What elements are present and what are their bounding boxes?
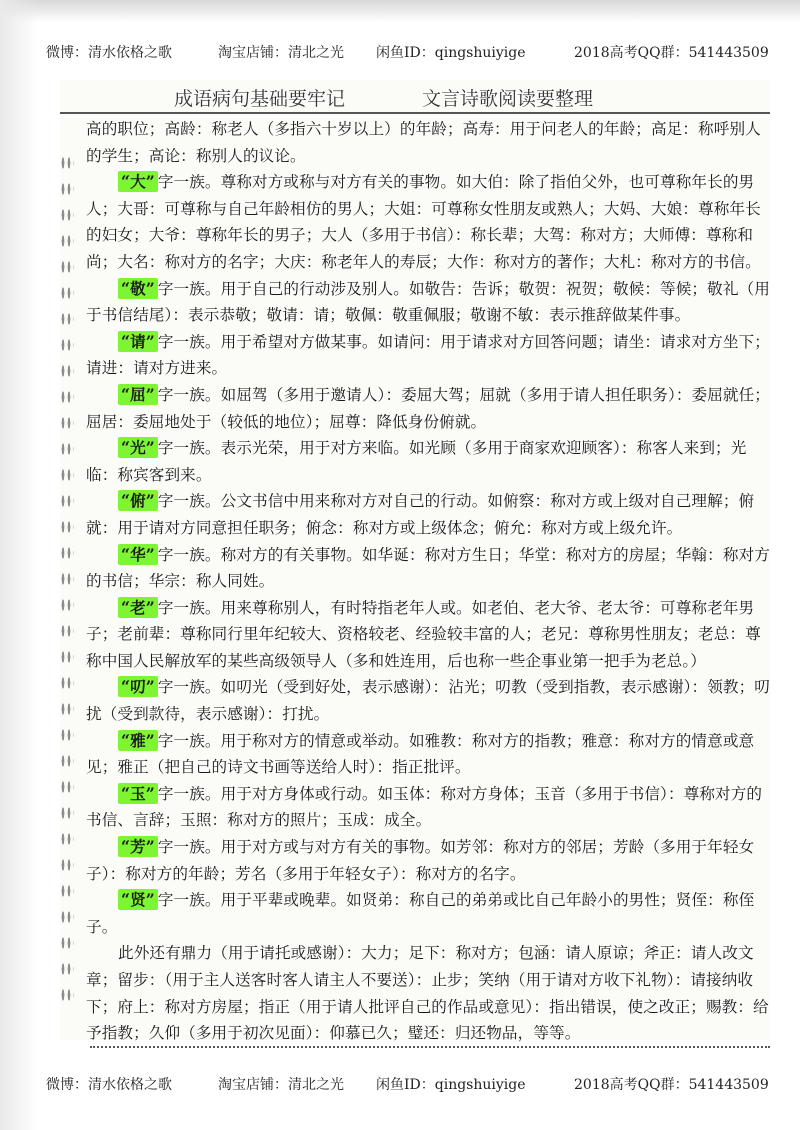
entry-text: 字一族。用于自己的行动涉及别人。如敬告：告诉；敬贺：祝贺；敬候：等候；敬礼（用于书信结尾）：表示恭敬；敬请：请；敬佩：敬重佩服；敬谢不敏：表示推辞做某件事。 bbox=[86, 279, 770, 325]
scan-edge-top bbox=[0, 0, 800, 22]
entry-paragraph bbox=[86, 329, 772, 382]
highlighted-keyword: “叨” bbox=[118, 676, 158, 697]
entry-paragraph bbox=[86, 542, 772, 595]
entry-text: 字一族。用于对方身体或行动。如玉体：称对方身体；玉音（多用于书信）：尊称对方的书信、言辞；玉照：称对方的照片；玉成：成全。 bbox=[86, 784, 763, 830]
document-body bbox=[86, 116, 772, 1047]
entry-paragraph bbox=[86, 382, 772, 435]
qq-group-label: 2018高考QQ群：541443509 bbox=[574, 45, 769, 61]
bottom-watermark-bar bbox=[0, 1066, 800, 1096]
highlighted-keyword: “玉” bbox=[118, 783, 158, 804]
bottom-dotted-rule bbox=[90, 1046, 770, 1048]
highlighted-keyword: “贤” bbox=[118, 889, 158, 910]
taobao-label: 淘宝店铺：清北之光 bbox=[218, 45, 344, 61]
highlighted-keyword: “华” bbox=[118, 544, 158, 565]
entry-paragraph bbox=[86, 276, 772, 329]
entry-paragraph bbox=[86, 834, 772, 887]
entry-paragraph bbox=[86, 728, 772, 781]
entry-text: 字一族。用于希望对方做某事。如请问：用于请求对方回答问题；请坐：请求对方坐下；请进：请对方进来。 bbox=[86, 332, 770, 378]
binding-margin-dots bbox=[60, 150, 74, 1010]
entry-text: 字一族。用于平辈或晚辈。如贤弟：称自己的弟弟或比自己年龄小的男性；贤侄：称侄子。 bbox=[86, 891, 755, 936]
taobao-label: 淘宝店铺：清北之光 bbox=[218, 1077, 344, 1093]
scan-shadow bbox=[0, 0, 38, 1130]
intro-paragraph: 高的职位；高龄：称老人（多指六十岁以上）的年龄；高寿：用于问老人的年龄；高足：称呼别人的学生；高论：称别人的议论。 bbox=[86, 120, 761, 165]
entry-paragraph bbox=[86, 435, 772, 488]
entry-paragraph bbox=[86, 488, 772, 541]
entry-text: 字一族。公文书信中用来称对方对自己的行动。如俯察：称对方或上级对自己理解；俯就：用于请对方同意担任职务；俯念：称对方或上级体念；俯允：称对方或上级允许。 bbox=[86, 492, 755, 537]
entry-paragraph bbox=[86, 169, 772, 275]
entry-text: 字一族。称对方的有关事物。如华诞：称对方生日；华堂：称对方的房屋；华翰：称对方的书信；华宗：称人同姓。 bbox=[86, 545, 770, 591]
closing-paragraph: 此外还有鼎力（用于请托或感谢）：大力；足下：称对方；包涵：请人原谅；斧正：请人改文章；留步：（用于主人送客时客人请主人不要送）：止步；笑纳（用于请对方收下礼物）：请接纳收下；府上：称对方房屋；指正（用于请人批评自己的作品或意见）：指出错误，使之改正；赐教：给予指教；久仰（多用于初次见面）：仰慕已久；璧还：归还物品，等等。 bbox=[86, 944, 769, 1043]
page-header bbox=[60, 80, 770, 114]
entry-text: 字一族。用于对方或与对方有关的事物。如芳邻：称对方的邻居；芳龄（多用于年轻女子）：称对方的年龄；芳名（多用于年轻女子）：称对方的名字。 bbox=[86, 838, 755, 883]
highlighted-keyword: “雅” bbox=[118, 730, 158, 751]
qq-group-label: 2018高考QQ群：541443509 bbox=[574, 1077, 769, 1093]
weibo-label: 微博：清水依格之歌 bbox=[46, 1077, 172, 1093]
header-right-title: 文言诗歌阅读要整理 bbox=[422, 88, 594, 110]
top-watermark-bar bbox=[0, 34, 800, 64]
entry-text: 字一族。用来尊称别人，有时特指老年人或。如老伯、老大爷、老太爷：可尊称老年男子；老前辈：尊称同行里年纪较大、资格较老、经验较丰富的人；老兄：尊称男性朋友；老总：尊称中国人民解放军的某些高级领导人（多和姓连用，后也称一些企事业第一把手为老总。） bbox=[86, 598, 761, 670]
entry-paragraph bbox=[86, 781, 772, 834]
highlighted-keyword: “俯” bbox=[118, 490, 158, 511]
xianyu-label: 闲鱼ID：qingshuiyige bbox=[376, 1077, 526, 1093]
entry-text: 字一族。表示光荣，用于对方来临。如光顾（多用于商家欢迎顾客）：称客人来到；光临：称宾客到来。 bbox=[86, 439, 747, 484]
entry-paragraph bbox=[86, 887, 772, 940]
weibo-label: 微博：清水依格之歌 bbox=[46, 45, 172, 61]
entry-text: 字一族。如叨光（受到好处，表示感谢）：沾光；叨教（受到指教，表示感谢）：领教；叨扰（受到款待，表示感谢）：打扰。 bbox=[86, 678, 770, 724]
entry-text: 字一族。如屈驾（多用于邀请人）：委屈大驾；屈就（多用于请人担任职务）：委屈就任；屈居：委屈地处于（较低的地位）；屈尊：降低身份俯就。 bbox=[86, 385, 770, 431]
header-left-title: 成语病句基础要牢记 bbox=[174, 88, 346, 110]
highlighted-keyword: “老” bbox=[118, 597, 158, 618]
entry-paragraph bbox=[86, 674, 772, 727]
highlighted-keyword: “光” bbox=[118, 437, 158, 458]
highlighted-keyword: “芳” bbox=[118, 836, 158, 857]
xianyu-label: 闲鱼ID：qingshuiyige bbox=[376, 45, 526, 61]
entry-paragraph bbox=[86, 595, 772, 675]
entry-text: 字一族。用于称对方的情意或举动。如雅教：称对方的指教；雅意：称对方的情意或意见；雅正（把自己的诗文书画等送给人时）：指正批评。 bbox=[86, 731, 755, 777]
highlighted-keyword: “大” bbox=[118, 171, 158, 192]
highlighted-keyword: “敬” bbox=[118, 278, 158, 299]
entry-text: 字一族。尊称对方或称与对方有关的事物。如大伯：除了指伯父外，也可尊称年长的男人；大哥：可尊称与自己年龄相仿的男人；大姐：可尊称女性朋友或熟人；大妈、大娘：尊称年长的妇女；大爷：尊称年长的男子；大人（多用于书信）：称长辈；大驾：称对方；大师傅：尊称和尚；大名：称对方的名字；大庆：称老年人的寿辰；大作：称对方的著作；大札：称对方的书信。 bbox=[86, 173, 761, 271]
highlighted-keyword: “屈” bbox=[118, 384, 158, 405]
highlighted-keyword: “请” bbox=[118, 331, 158, 352]
